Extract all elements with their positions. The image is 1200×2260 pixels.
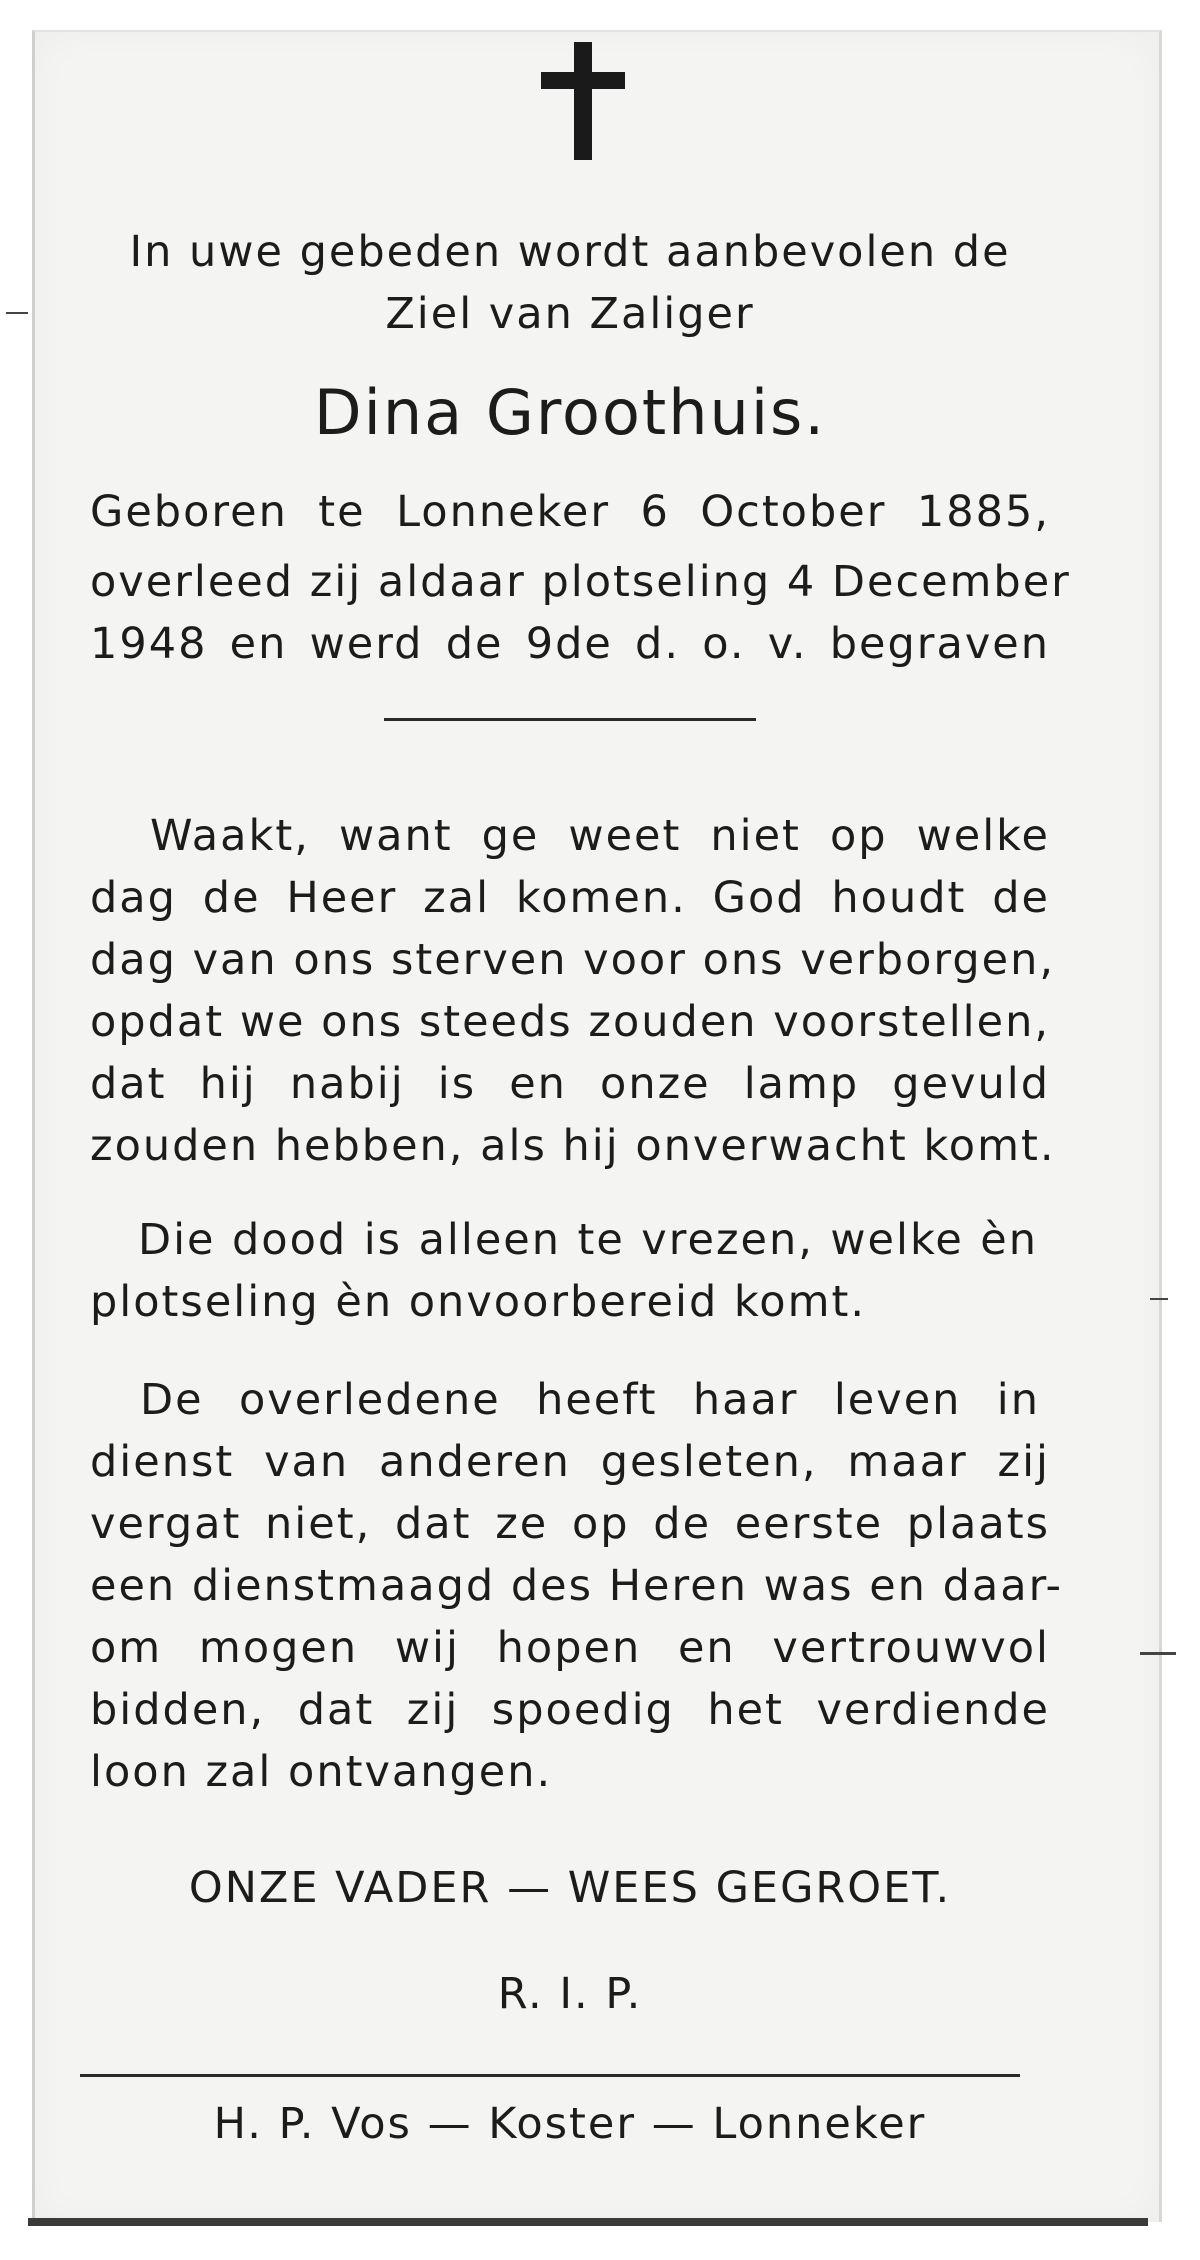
paragraph3-line-1: De overledene heeft haar leven in — [140, 1375, 1040, 1425]
scan-mark-right-2 — [1140, 1652, 1176, 1655]
paragraph1-line-2: dag de Heer zal komen. God houdt de — [90, 873, 1050, 923]
birth-death-line-1: Geboren te Lonneker 6 October 1885, — [90, 487, 1050, 537]
printer-line: H. P. Vos — Koster — Lonneker — [213, 2099, 927, 2149]
scan-mark-right-1 — [1150, 1298, 1168, 1300]
paragraph1-line-1: Waakt, want ge weet niet op welke — [150, 811, 1050, 861]
separator-rule — [384, 718, 756, 721]
birth-death-line-2: overleed zij aldaar plotseling 4 December — [90, 557, 1071, 607]
rip-line: R. I. P. — [497, 1969, 643, 2019]
paragraph3-line-3: vergat niet, dat ze op de eerste plaats — [90, 1499, 1050, 1549]
paragraph1-line-6: zouden hebben, als hij onverwacht komt. — [90, 1121, 1056, 1171]
paragraph3-line-5: om mogen wij hopen en vertrouwvol — [90, 1623, 1050, 1673]
intro-line-2: Ziel van Zaliger — [385, 289, 755, 339]
paragraph3-line-7: loon zal ontvangen. — [90, 1747, 553, 1797]
paragraph3-line-6: bidden, dat zij spoedig het verdiende — [90, 1685, 1050, 1735]
paragraph3-line-4: een dienstmaagd des Heren was en daar- — [90, 1561, 1064, 1611]
bottom-rule — [80, 2074, 1020, 2077]
deceased-name: Dina Groothuis. — [313, 376, 827, 449]
prayers-line: ONZE VADER — WEES GEGROET. — [188, 1863, 952, 1913]
paragraph2-line-2: plotseling èn onvoorbereid komt. — [90, 1277, 866, 1327]
birth-death-line-3: 1948 en werd de 9de d. o. v. begraven — [90, 619, 1050, 669]
paragraph1-line-4: opdat we ons steeds zouden voorstellen, — [90, 997, 1050, 1047]
card-bottom-edge — [28, 2218, 1148, 2226]
intro-line-1: In uwe gebeden wordt aanbevolen de — [129, 227, 1011, 277]
cross-icon — [541, 42, 625, 160]
scan-mark-left — [6, 312, 28, 314]
paragraph1-line-3: dag van ons sterven voor ons verborgen, — [90, 935, 1056, 985]
paragraph1-line-5: dat hij nabij is en onze lamp gevuld — [90, 1059, 1050, 1109]
paragraph2-line-1: Die dood is alleen te vrezen, welke èn — [138, 1215, 1038, 1265]
paragraph3-line-2: dienst van anderen gesleten, maar zij — [90, 1437, 1050, 1487]
